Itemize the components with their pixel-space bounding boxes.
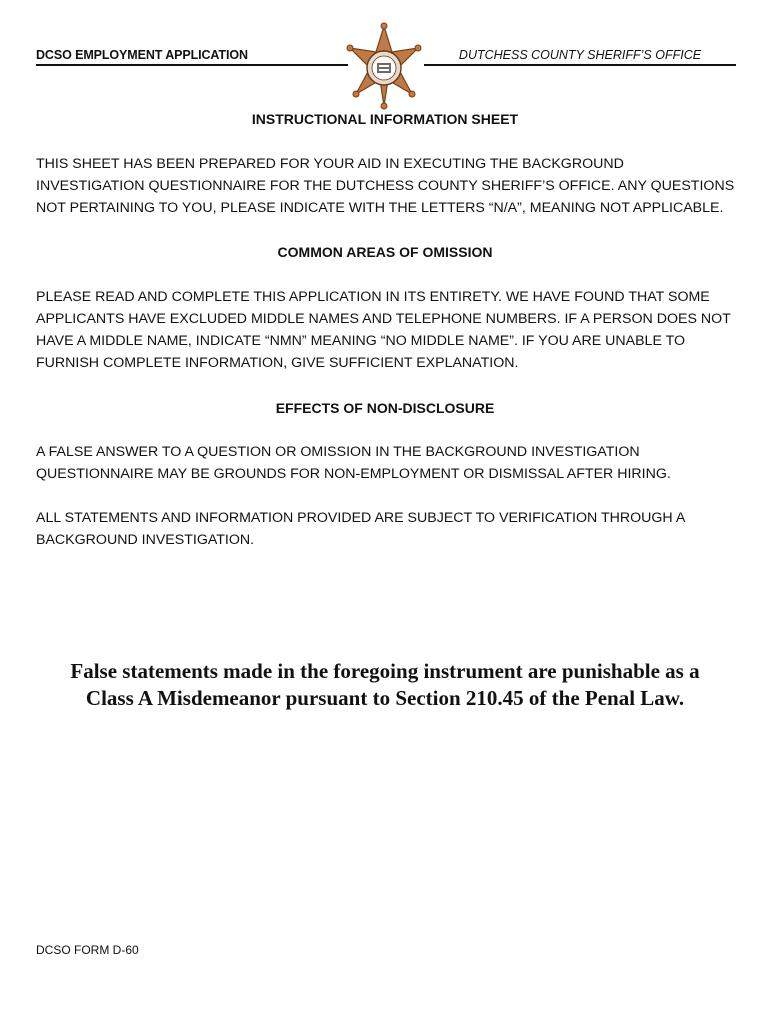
non-disclosure-heading: EFFECTS OF NON-DISCLOSURE — [275, 400, 495, 416]
instructional-heading: INSTRUCTIONAL INFORMATION SHEET — [251, 111, 519, 127]
header-right-title: DUTCHESS COUNTY SHERIFF’S OFFICE — [424, 48, 736, 66]
omission-body: PLEASE READ AND COMPLETE THIS APPLICATION IN ITS ENTIRETY. WE HAVE FOUND THAT SOME APPLICANTS HAVE EXCLUDED MIDDLE NAMES AND TELEPHONE NUMBERS. IF A PERSON DOES NOT HAVE A MIDDLE NAME, INDICATE “NMN” MEANING “NO MIDDLE NAME”. IF YOU ARE UNABLE TO FURNISH COMPLETE INFORMATION, GIVE SUFFICIENT EXPLANATION. — [36, 289, 731, 371]
header-left-title: DCSO EMPLOYMENT APPLICATION — [36, 48, 348, 66]
omission-heading: COMMON AREAS OF OMISSION — [277, 244, 493, 260]
form-number: DCSO FORM D-60 — [36, 943, 139, 957]
non-disclosure-body-1: A FALSE ANSWER TO A QUESTION OR OMISSION IN THE BACKGROUND INVESTIGATION QUESTIONNAIRE MAY BE GROUNDS FOR NON-EMPLOYMENT OR DISMISSAL AFTER HIRING. — [36, 444, 671, 482]
badge-seal — [367, 51, 401, 85]
instructional-body: THIS SHEET HAS BEEN PREPARED FOR YOUR AID IN EXECUTING THE BACKGROUND INVESTIGATION QUESTIONNAIRE FOR THE DUTCHESS COUNTY SHERIFF’S OFFICE. ANY QUESTIONS NOT PERTAINING TO YOU, PLEASE INDICATE WITH THE LETTERS “N/A”, MEANING NOT APPLICABLE. — [36, 156, 735, 216]
warning-line-1: False statements made in the foregoing instrument are punishable as a — [70, 659, 700, 683]
warning-line-2: Class A Misdemeanor pursuant to Section 210.45 of the Penal Law. — [85, 686, 685, 710]
non-disclosure-body-2: ALL STATEMENTS AND INFORMATION PROVIDED ARE SUBJECT TO VERIFICATION THROUGH A BACKGROUND INVESTIGATION. — [36, 510, 685, 548]
penal-law-warning — [0, 658, 770, 712]
sheriff-star-badge-icon — [346, 22, 422, 110]
